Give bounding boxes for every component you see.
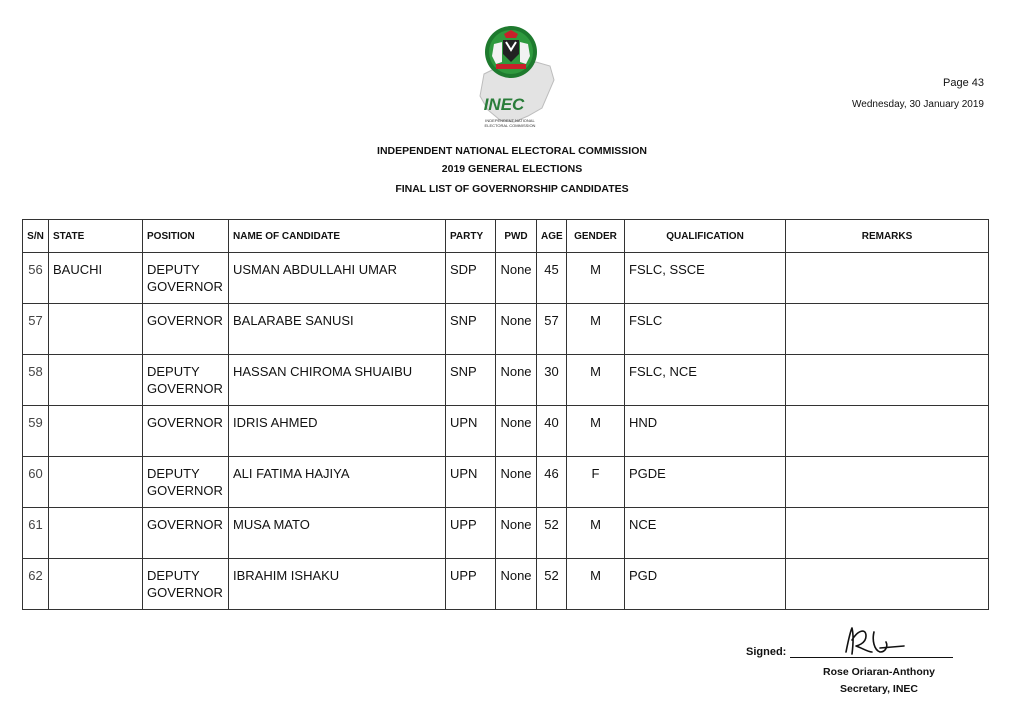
cell-name: MUSA MATO [229, 508, 446, 559]
cell-name: IBRAHIM ISHAKU [229, 559, 446, 610]
cell-sn: 61 [23, 508, 49, 559]
cell-remarks [786, 559, 989, 610]
handwritten-signature-icon [840, 622, 910, 658]
table-row [23, 508, 989, 559]
col-header-pwd: PWD [496, 220, 537, 253]
cell-remarks [786, 253, 989, 304]
cell-qualification: HND [625, 406, 786, 457]
header-commission: INDEPENDENT NATIONAL ELECTORAL COMMISSION [377, 145, 647, 157]
cell-state [49, 457, 143, 508]
cell-remarks [786, 355, 989, 406]
signature-line [790, 628, 953, 658]
cell-qualification: PGDE [625, 457, 786, 508]
cell-qualification: FSLC [625, 304, 786, 355]
cell-party: UPN [446, 406, 496, 457]
cell-state [49, 508, 143, 559]
cell-state [49, 559, 143, 610]
cell-position: GOVERNOR [143, 304, 229, 355]
cell-age: 30 [537, 355, 567, 406]
col-header-party: PARTY [446, 220, 496, 253]
cell-pwd: None [496, 253, 537, 304]
svg-text:INEC: INEC [483, 95, 525, 114]
cell-party: UPN [446, 457, 496, 508]
cell-age: 46 [537, 457, 567, 508]
col-header-state: STATE [49, 220, 143, 253]
cell-gender: F [567, 457, 625, 508]
cell-sn: 60 [23, 457, 49, 508]
table-row [23, 406, 989, 457]
cell-gender: M [567, 355, 625, 406]
cell-pwd: None [496, 559, 537, 610]
col-header-name: NAME OF CANDIDATE [229, 220, 446, 253]
cell-age: 45 [537, 253, 567, 304]
inec-logo [470, 22, 560, 140]
cell-sn: 57 [23, 304, 49, 355]
table-row [23, 304, 989, 355]
col-header-sn: S/N [23, 220, 49, 253]
col-header-remarks: REMARKS [786, 220, 989, 253]
svg-text:ELECTORAL COMMISSION: ELECTORAL COMMISSION [484, 123, 536, 128]
cell-position: DEPUTY GOVERNOR [143, 253, 229, 304]
cell-position: DEPUTY GOVERNOR [143, 457, 229, 508]
header-list-title: FINAL LIST OF GOVERNORSHIP CANDIDATES [395, 183, 629, 195]
cell-qualification: PGD [625, 559, 786, 610]
inec-coat-of-arms-icon [470, 22, 560, 140]
cell-remarks [786, 406, 989, 457]
cell-party: UPP [446, 559, 496, 610]
signatory-name: Rose Oriaran-Anthony [822, 666, 935, 678]
cell-position: GOVERNOR [143, 406, 229, 457]
cell-name: USMAN ABDULLAHI UMAR [229, 253, 446, 304]
signature-block [746, 628, 996, 698]
cell-party: SDP [446, 253, 496, 304]
cell-state [49, 304, 143, 355]
cell-name: ALI FATIMA HAJIYA [229, 457, 446, 508]
cell-sn: 59 [23, 406, 49, 457]
cell-party: SNP [446, 304, 496, 355]
cell-party: UPP [446, 508, 496, 559]
page-number: Page 43 [943, 77, 984, 89]
cell-position: DEPUTY GOVERNOR [143, 559, 229, 610]
document-header [0, 142, 1024, 198]
signed-label: Signed: [746, 646, 787, 658]
cell-state [49, 406, 143, 457]
cell-gender: M [567, 559, 625, 610]
cell-gender: M [567, 508, 625, 559]
cell-pwd: None [496, 406, 537, 457]
col-header-qualification: QUALIFICATION [625, 220, 786, 253]
cell-pwd: None [496, 304, 537, 355]
cell-sn: 56 [23, 253, 49, 304]
cell-gender: M [567, 253, 625, 304]
table-row [23, 355, 989, 406]
cell-qualification: NCE [625, 508, 786, 559]
cell-sn: 62 [23, 559, 49, 610]
cell-qualification: FSLC, NCE [625, 355, 786, 406]
cell-qualification: FSLC, SSCE [625, 253, 786, 304]
table-row [23, 253, 989, 304]
cell-position: GOVERNOR [143, 508, 229, 559]
cell-remarks [786, 508, 989, 559]
col-header-position: POSITION [143, 220, 229, 253]
cell-name: IDRIS AHMED [229, 406, 446, 457]
cell-age: 40 [537, 406, 567, 457]
cell-gender: M [567, 406, 625, 457]
candidates-table [22, 219, 989, 610]
table-row [23, 457, 989, 508]
cell-pwd: None [496, 508, 537, 559]
signatory-title: Secretary, INEC [839, 683, 918, 695]
svg-text:INDEPENDENT NATIONAL: INDEPENDENT NATIONAL [485, 118, 535, 123]
cell-age: 52 [537, 559, 567, 610]
cell-name: HASSAN CHIROMA SHUAIBU [229, 355, 446, 406]
cell-gender: M [567, 304, 625, 355]
cell-party: SNP [446, 355, 496, 406]
cell-position: DEPUTY GOVERNOR [143, 355, 229, 406]
cell-age: 52 [537, 508, 567, 559]
page-meta [852, 72, 984, 116]
cell-state: BAUCHI [49, 253, 143, 304]
table-row [23, 559, 989, 610]
cell-sn: 58 [23, 355, 49, 406]
table-header-row [23, 220, 989, 253]
cell-state [49, 355, 143, 406]
cell-remarks [786, 304, 989, 355]
cell-remarks [786, 457, 989, 508]
page-date: Wednesday, 30 January 2019 [852, 99, 984, 110]
cell-pwd: None [496, 457, 537, 508]
cell-age: 57 [537, 304, 567, 355]
col-header-age: AGE [537, 220, 567, 253]
col-header-gender: GENDER [567, 220, 625, 253]
cell-name: BALARABE SANUSI [229, 304, 446, 355]
cell-pwd: None [496, 355, 537, 406]
header-elections: 2019 GENERAL ELECTIONS [441, 163, 583, 175]
